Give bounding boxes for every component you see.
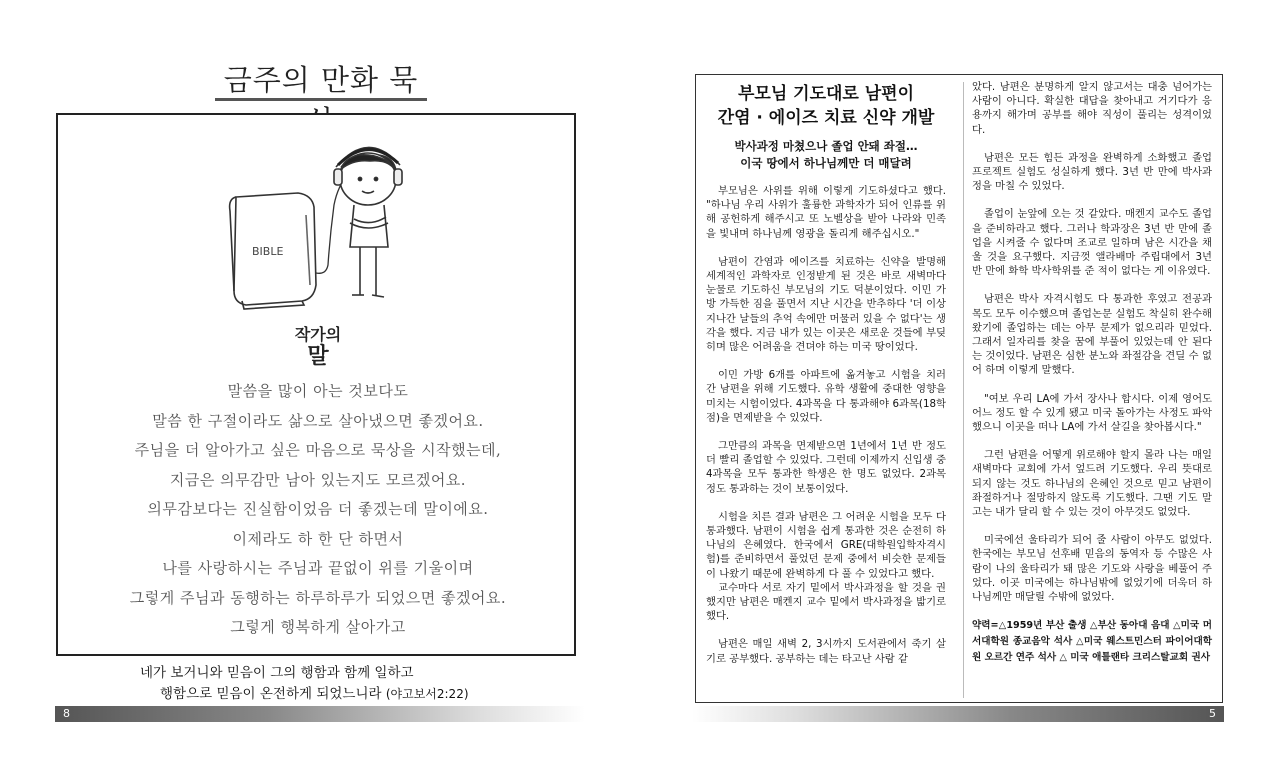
- subhead-line2: 이국 땅에서 하나님께만 더 매달려: [740, 156, 912, 170]
- page-title: 금주의 만화 묵: [223, 63, 419, 97]
- article-headline: [706, 82, 946, 130]
- article-left-column: [706, 80, 946, 680]
- verse-reference: (야고보서2:22): [385, 687, 469, 701]
- note-line: 주님을 더 알아가고 싶은 마음으로 묵상을 시작했는데,: [134, 441, 502, 459]
- paragraph: 교수마다 서로 자기 밑에서 박사과정을 할 것을 권했지만 남편은 매켄지 교수 밑에서 박사과정을 밟기로 했다.: [706, 581, 946, 623]
- paragraph: 미국에선 울타리가 되어 줄 사람이 아무도 없었다. 한국에는 부모님 선후배 믿음의 동역자 등 수많은 사람이 나의 울타리가 돼 많은 기도와 사랑을 베풀어 주었다. 이곳 미국에는 하나님밖에 없었기에 더욱더 하나님께만 매달릴 수밖에 없었다.: [972, 534, 1212, 604]
- verse-line2-text: 행함으로 믿음이 온전하게 되었느니라: [160, 686, 382, 702]
- person-drawing: [334, 147, 402, 297]
- paragraph: 남편이 간염과 에이즈를 치료하는 신약을 발명해 세계적인 과학자로 인정받게 된 것은 바로 새벽마다 눈물로 기도하신 부모님의 기도 덕분이었다. 이민 가방 가득한 짐을 풀면서 지난 시간을 반추하다 '더 이상 지나간 날들의 추억 속에만 머물러 있을 수 없다'는 생각을 했다. 지금 내가 있는 이곳은 새로운 것들에 부딪히며 많은 어려움을 견뎌야 하는 미국 땅이었다.: [706, 255, 946, 354]
- note-line: 그렇게 행복하게 살아가고: [230, 618, 406, 636]
- paragraph: 부모님은 사위를 위해 이렇게 기도하셨다고 했다. "하나님 우리 사위가 훌륭한 과학자가 되어 인류를 위해 공헌하게 해주시고 또 노벨상을 받아 나라와 민족을 빛내며 하나님께 영광을 돌리게 해주십시오.": [706, 185, 946, 240]
- note-line: 의무감보다는 진실함이었음 더 좋겠는데 말이에요.: [147, 500, 489, 518]
- note-line: 이제라도 하 한 단 하면서: [232, 529, 404, 548]
- paragraph: 남편은 매일 새벽 2, 3시까지 도서관에서 죽기 살기로 공부했다. 공부하는 데는 타고난 사람 같: [706, 638, 946, 665]
- page-number-left: 8: [63, 707, 70, 720]
- note-line: 말씀 한 구절이라도 삶으로 살아냈으면 좋겠어요.: [152, 411, 484, 430]
- paragraph: 이민 가방 6개를 아파트에 옮겨놓고 시험을 치러 간 남편을 위해 기도했다. 유학 생활에 중대한 영향을 미치는 시험이었다. 4과목을 다 통과해야 6과목(18학점)을 면제받을 수 있었다.: [706, 369, 946, 424]
- verse-line1: 네가 보거니와 믿음이 그의 행함과 함께 일하고: [140, 665, 414, 681]
- handwritten-note: [78, 377, 558, 643]
- comic-panel: [56, 113, 576, 656]
- note-line: 지금은 의무감만 남아 있는지도 모르겠어요.: [169, 470, 467, 489]
- right-page-footer: [692, 706, 1224, 722]
- author-note-heading-line2: 말: [307, 343, 329, 369]
- column-divider: [963, 82, 964, 698]
- author-note-heading: [258, 322, 378, 367]
- paragraph: 았다. 남편은 분명하게 알지 않고서는 대충 넘어가는 사람이 아니다. 확실한 대답을 찾아내고 거기다가 응용까지 해가며 공부를 해야 직성이 풀리는 성격이었다.: [972, 81, 1212, 136]
- headline-line2: 간염 · 에이즈 치료 신약 개발: [717, 108, 935, 128]
- paragraph: "여보 우리 LA에 가서 장사나 합시다. 이제 영어도 어느 정도 할 수 있게 됐고 미국 돌아가는 사정도 파악했으니 이곳을 떠나 LA에 가서 살길을 찾아봅시다.": [972, 392, 1212, 434]
- bible-label: BIBLE: [252, 245, 284, 258]
- note-line: 말씀을 많이 아는 것보다도: [227, 382, 409, 400]
- paragraph: 졸업이 눈앞에 오는 것 같았다. 매켄지 교수도 졸업을 준비하라고 했다. 그러나 학과장은 3년 반 만에 졸업을 시켜줄 수 없다며 조교로 일하며 남은 시간을 채울 것을 요구했다. 지금껏 앨라배마 주립대에서 3년 반 만에 화학 박사학위를 준 적이 없다는 게 이유였다.: [972, 208, 1212, 278]
- left-page-footer: [55, 706, 585, 722]
- note-line: 나를 사랑하시는 주님과 끝없이 위를 기울이며: [162, 559, 474, 577]
- article-subhead: [706, 138, 946, 172]
- paragraph: 그만큼의 과목을 면제받으면 1년에서 1년 반 정도 더 빨리 졸업할 수 있었다. 그런데 이제까지 신입생 중 4과목을 모두 통과한 학생은 한 명도 없었다. 2과목 정도 통과하는 것이 보통이었다.: [706, 440, 946, 495]
- author-bio: 약력=△1959년 부산 출생 △부산 동아대 음대 △미국 머서대학원 종교음악 석사 △미국 웨스트민스터 파이어대학원 오르간 연주 석사 △ 미국 애틀랜타 크리스탈교회 권사: [972, 620, 1212, 664]
- paragraph: 남편은 박사 자격시험도 다 통과한 후였고 전공과목도 모두 이수했으며 졸업논문 실험도 착실히 완수해 왔기에 졸업하는 데는 아무 문제가 없으리라 믿었다. 그래서 일자리를 찾을 꿈에 부풀어 있었는데 안 된다는 것이었다. 남편은 심한 분노와 좌절감을 견딜 수 없어 하며 이렇게 말했다.: [972, 293, 1212, 377]
- title-underline: [215, 98, 427, 101]
- verse-line2: [140, 684, 500, 705]
- scripture-verse: [140, 663, 500, 705]
- paragraph: 남편은 모든 힘든 과정을 완벽하게 소화했고 졸업 프로젝트 실험도 성실하게 했다. 3년 반 만에 박사과정을 마칠 수 있었다.: [972, 151, 1212, 193]
- headline-line1: 부모님 기도대로 남편이: [737, 84, 915, 104]
- subhead-line1: 박사과정 마쳤으나 졸업 안돼 좌절…: [734, 139, 918, 153]
- paragraph: 시험을 치른 결과 남편은 그 어려운 시험을 모두 다 통과했다. 남편이 시험을 쉽게 통과한 것은 순전히 하나님의 은혜였다. 한국에서 GRE(대학원입학자격시험)를 준비하면서 풀었던 문제 중에서 비슷한 문제들이 나왔기 때문에 완벽하게 다 풀 수 있었다고 했다.: [706, 510, 946, 580]
- note-line: 그렇게 주님과 동행하는 하루하루가 되었으면 좋겠어요.: [129, 588, 507, 607]
- page-number-right: 5: [1209, 707, 1216, 720]
- article-right-column: [972, 80, 1212, 666]
- paragraph: 그런 남편을 어떻게 위로해야 할지 몰라 나는 매일 새벽마다 교회에 가서 엎드려 기도했다. 우리 뜻대로 되지 않는 것도 하나님의 은혜인 것으로 믿고 남편이 좌절하거나 절망하지 않도록 기도했다. 그땐 기도 말고는 내가 달리 할 수 있는 것이 아무것도 없었다.: [972, 449, 1212, 519]
- author-note-heading-line1: 작가의: [294, 325, 342, 344]
